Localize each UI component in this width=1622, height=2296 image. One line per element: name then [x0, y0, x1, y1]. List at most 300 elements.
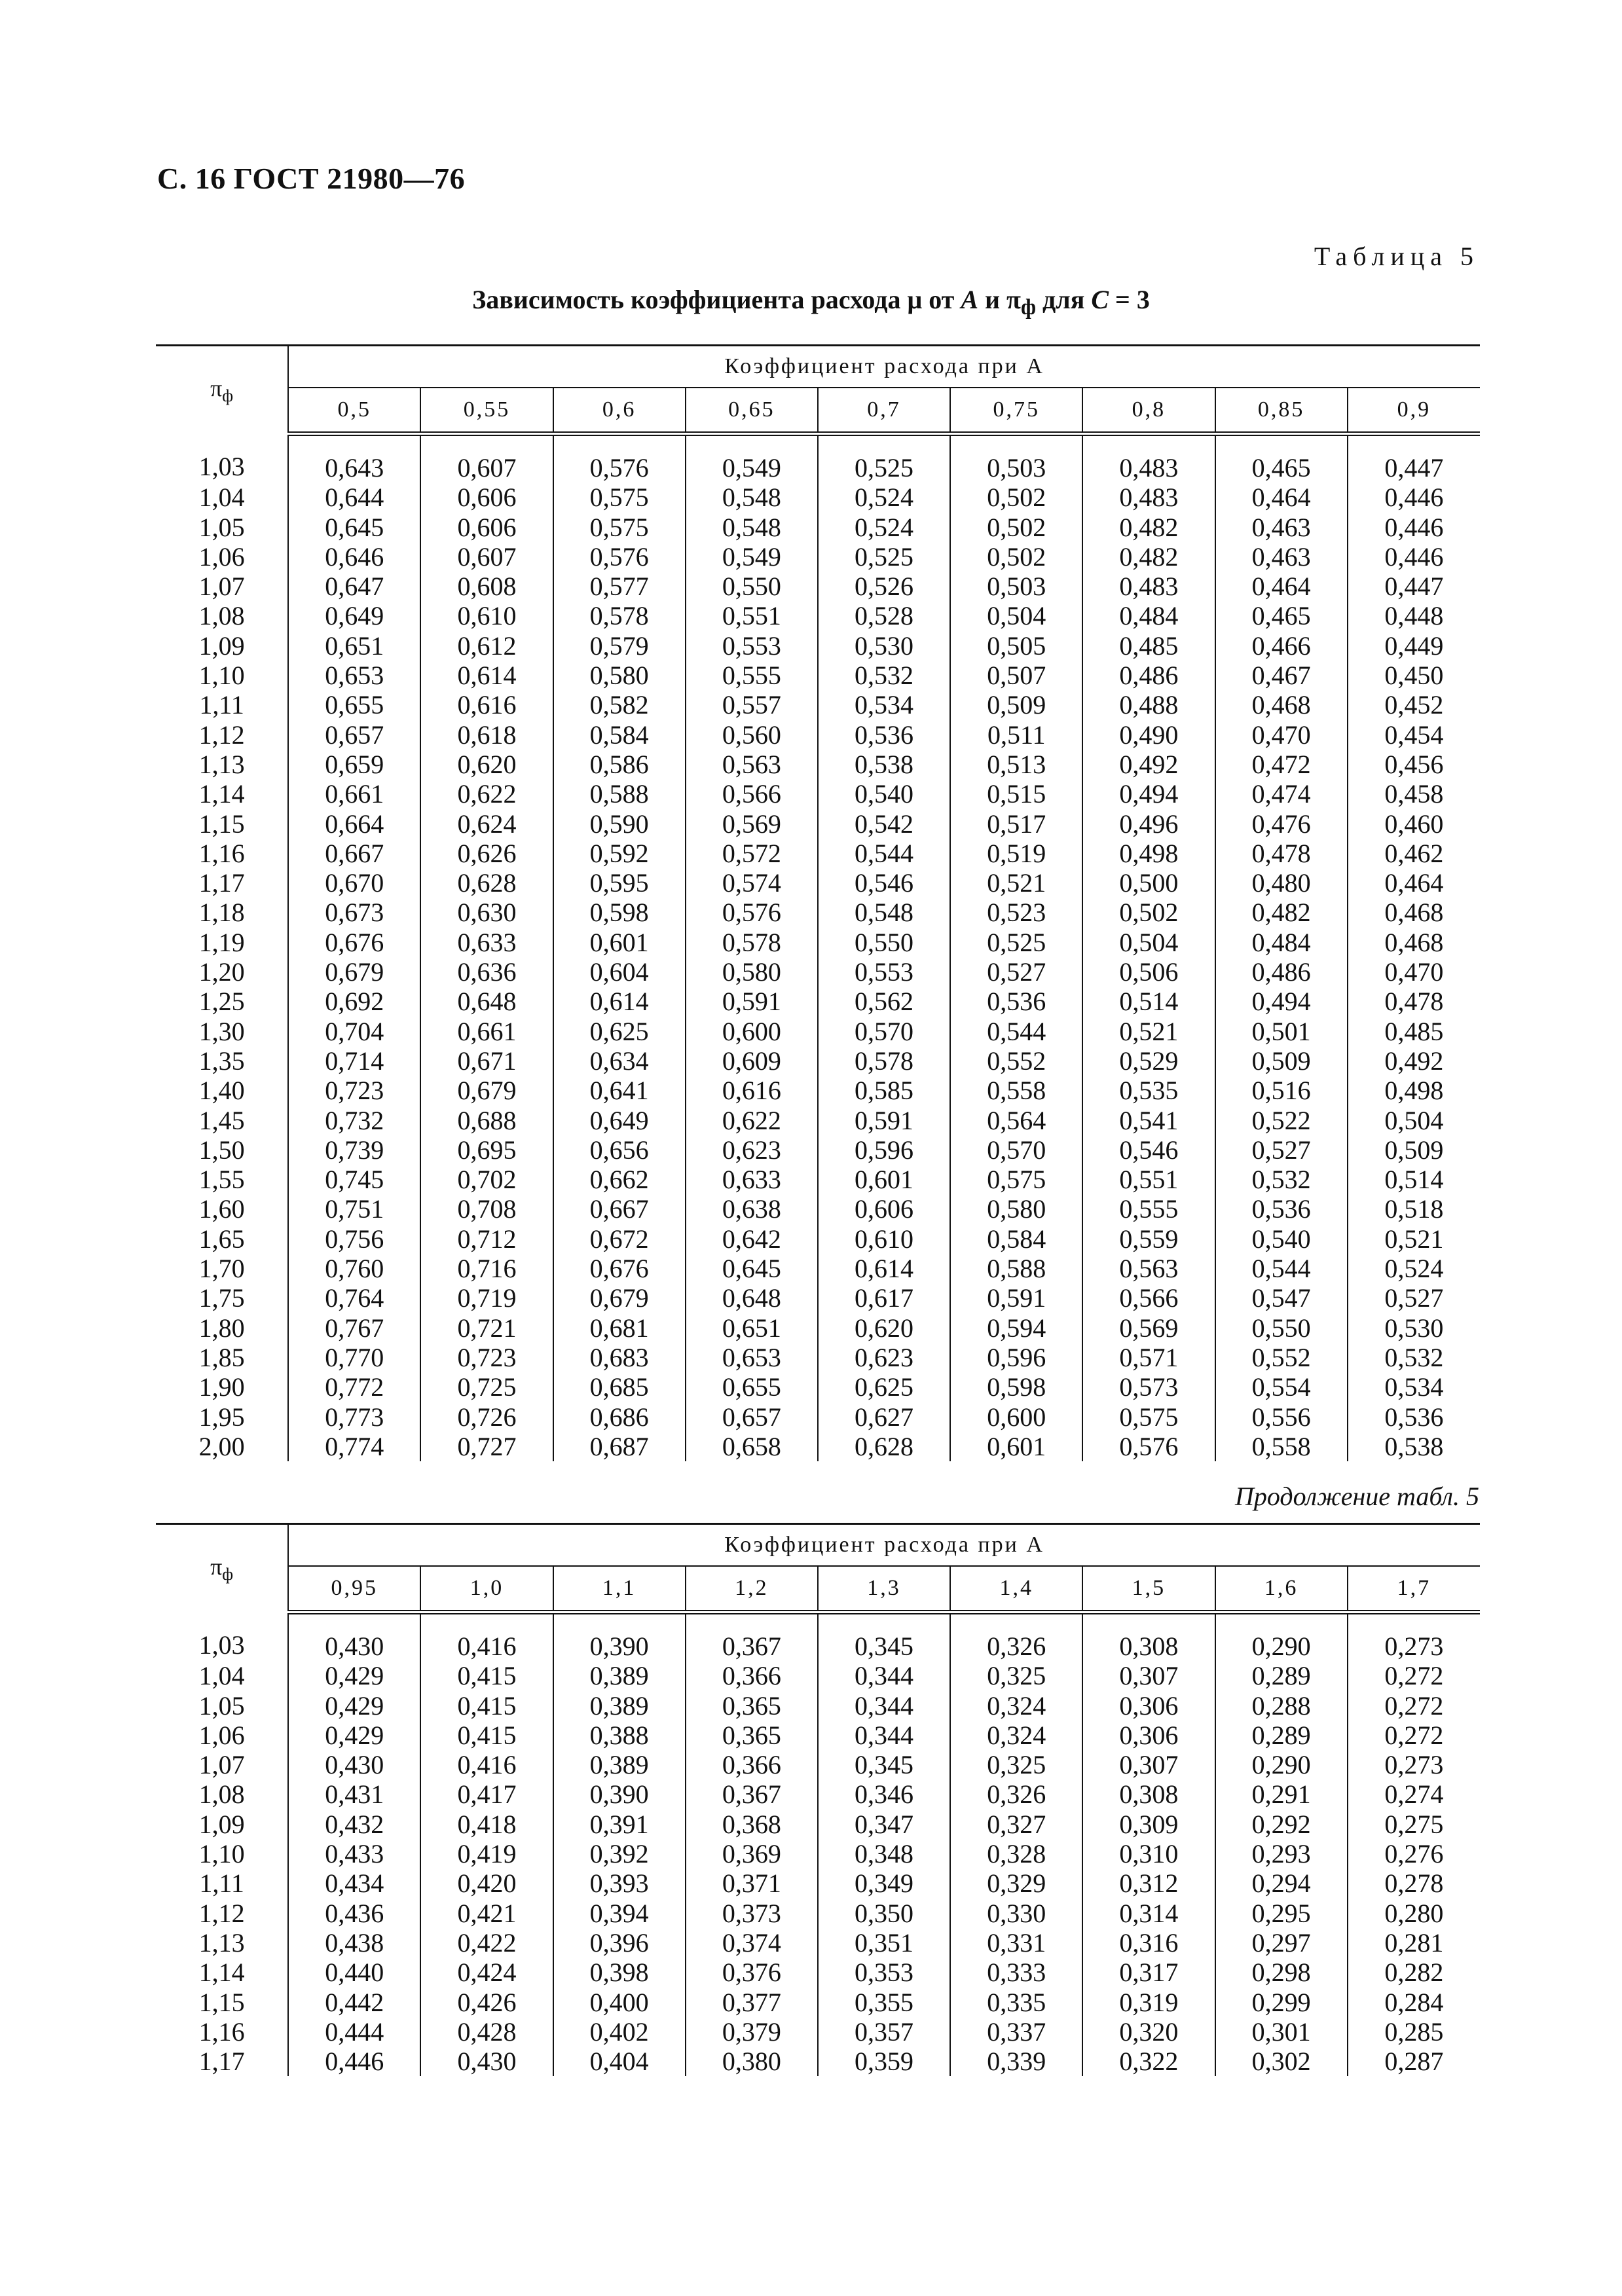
- coefficient-cell: 0,580: [950, 1194, 1082, 1224]
- coefficient-cell: 0,464: [1215, 483, 1348, 512]
- table-row: [156, 1721, 1480, 1750]
- coefficient-cell: 0,676: [288, 928, 420, 957]
- coefficient-cell: 0,525: [818, 434, 950, 483]
- coefficient-cell: 0,369: [686, 1839, 818, 1868]
- coefficient-cell: 0,551: [1082, 1165, 1215, 1194]
- coefficient-cell: 0,504: [1082, 928, 1215, 957]
- coefficient-cell: 0,556: [1215, 1402, 1348, 1432]
- coefficient-cell: 0,436: [288, 1899, 420, 1928]
- coefficient-cell: 0,373: [686, 1899, 818, 1928]
- coefficient-cell: 0,388: [553, 1721, 686, 1750]
- coefficient-cell: 0,287: [1348, 2047, 1480, 2076]
- coefficient-cell: 0,289: [1215, 1661, 1348, 1690]
- coefficient-cell: 0,732: [288, 1106, 420, 1135]
- coefficient-cell: 0,719: [420, 1283, 553, 1313]
- table-row: [156, 1839, 1480, 1868]
- coefficient-cell: 0,566: [686, 779, 818, 809]
- coefficient-cell: 0,648: [686, 1283, 818, 1313]
- coefficient-cell: 0,627: [818, 1402, 950, 1432]
- coefficient-cell: 0,503: [950, 434, 1082, 483]
- pi-value-cell: 1,04: [198, 1661, 245, 1691]
- coefficient-cell: 0,555: [686, 661, 818, 690]
- coefficient-cell: 0,502: [1082, 898, 1215, 927]
- coefficient-cell: 0,482: [1082, 542, 1215, 572]
- coefficient-cell: 0,498: [1082, 839, 1215, 868]
- coefficient-cell: 0,301: [1215, 2017, 1348, 2047]
- coefficient-cell: 0,628: [420, 868, 553, 898]
- coefficient-cell: 0,673: [288, 898, 420, 927]
- table-row: [156, 483, 1480, 512]
- table-row: [156, 1372, 1480, 1402]
- coefficient-cell: 0,359: [818, 2047, 950, 2076]
- pi-value-cell: 1,30: [198, 1016, 245, 1046]
- coefficient-cell: 0,569: [686, 809, 818, 839]
- title-var-c: С: [1091, 285, 1109, 314]
- coefficient-cell: 0,484: [1082, 601, 1215, 630]
- coefficient-cell: 0,662: [553, 1165, 686, 1194]
- table-row: [156, 1958, 1480, 1987]
- coefficient-cell: 0,482: [1215, 898, 1348, 927]
- coefficient-cell: 0,712: [420, 1224, 553, 1254]
- coefficient-cell: 0,326: [950, 1613, 1082, 1662]
- coefficient-cell: 0,421: [420, 1899, 553, 1928]
- coefficient-cell: 0,470: [1348, 957, 1480, 987]
- coefficient-cell: 0,540: [818, 779, 950, 809]
- coefficient-cell: 0,535: [1082, 1076, 1215, 1105]
- pi-value-cell: 1,35: [198, 1046, 245, 1076]
- coefficient-cell: 0,647: [288, 572, 420, 601]
- table-row: [156, 2017, 1480, 2047]
- coefficient-cell: 0,288: [1215, 1691, 1348, 1721]
- coefficient-cell: 0,464: [1348, 868, 1480, 898]
- pi-value-cell: 1,18: [198, 898, 245, 928]
- pi-value-cell: 2,00: [198, 1431, 245, 1461]
- pi-value-cell: 1,12: [198, 720, 245, 750]
- coefficient-cell: 0,671: [420, 1046, 553, 1076]
- coefficient-cell: 0,337: [950, 2017, 1082, 2047]
- pi-value-cell: 1,25: [198, 987, 245, 1017]
- table-row: [156, 1779, 1480, 1809]
- coefficient-cell: 0,517: [950, 809, 1082, 839]
- coefficient-cell: 0,502: [950, 483, 1082, 512]
- coefficient-cell: 0,452: [1348, 690, 1480, 720]
- a-value-header: 0,85: [1215, 388, 1348, 434]
- pi-value-cell: 1,19: [198, 927, 245, 957]
- coefficient-cell: 0,292: [1215, 1810, 1348, 1839]
- pi-value-cell: 1,05: [198, 1690, 245, 1721]
- coefficient-cell: 0,415: [420, 1661, 553, 1690]
- coefficient-cell: 0,503: [950, 572, 1082, 601]
- pi-value-cell: 1,70: [198, 1254, 245, 1284]
- coefficient-cell: 0,702: [420, 1165, 553, 1194]
- table-body: [156, 1613, 1480, 2077]
- coefficient-cell: 0,272: [1348, 1721, 1480, 1750]
- coefficient-cell: 0,366: [686, 1661, 818, 1690]
- coefficient-cell: 0,538: [1348, 1432, 1480, 1461]
- coefficient-cell: 0,760: [288, 1254, 420, 1283]
- coefficient-cell: 0,534: [818, 690, 950, 720]
- coefficient-cell: 0,446: [1348, 483, 1480, 512]
- coefficient-cell: 0,653: [686, 1343, 818, 1372]
- coefficient-cell: 0,536: [1215, 1194, 1348, 1224]
- coefficient-cell: 0,588: [553, 779, 686, 809]
- coefficient-cell: 0,723: [420, 1343, 553, 1372]
- pi-value-cell: 1,90: [198, 1372, 245, 1402]
- coefficient-cell: 0,756: [288, 1224, 420, 1254]
- pi-value-cell: 1,45: [198, 1105, 245, 1135]
- coefficient-cell: 0,645: [686, 1254, 818, 1283]
- coefficient-cell: 0,570: [950, 1135, 1082, 1165]
- coefficient-cell: 0,538: [818, 750, 950, 779]
- coefficient-cell: 0,306: [1082, 1721, 1215, 1750]
- coefficient-cell: 0,366: [686, 1750, 818, 1779]
- pi-subscript: ф: [222, 386, 234, 405]
- coefficient-cell: 0,553: [818, 957, 950, 987]
- a-value-header: 0,6: [553, 388, 686, 434]
- coefficient-cell: 0,657: [686, 1402, 818, 1432]
- coefficient-cell: 0,319: [1082, 1988, 1215, 2017]
- coefficient-cell: 0,483: [1082, 483, 1215, 512]
- coefficient-cell: 0,284: [1348, 1988, 1480, 2017]
- coefficient-cell: 0,346: [818, 1779, 950, 1809]
- coefficient-cell: 0,594: [950, 1313, 1082, 1343]
- coefficient-cell: 0,558: [950, 1076, 1082, 1105]
- coefficient-cell: 0,429: [288, 1721, 420, 1750]
- pi-value-cell: 1,07: [198, 1750, 245, 1780]
- coefficient-cell: 0,442: [288, 1988, 420, 2017]
- coefficient-cell: 0,307: [1082, 1750, 1215, 1779]
- pi-value-cell: 1,08: [198, 601, 245, 631]
- coefficient-cell: 0,325: [950, 1661, 1082, 1690]
- coefficient-cell: 0,482: [1082, 513, 1215, 542]
- coefficient-cell: 0,324: [950, 1721, 1082, 1750]
- coefficient-cell: 0,447: [1348, 572, 1480, 601]
- coefficient-cell: 0,357: [818, 2017, 950, 2047]
- coefficient-cell: 0,576: [553, 434, 686, 483]
- coefficient-cell: 0,546: [1082, 1135, 1215, 1165]
- pi-value-cell: 1,60: [198, 1194, 245, 1224]
- coefficient-cell: 0,432: [288, 1810, 420, 1839]
- coefficient-cell: 0,584: [950, 1224, 1082, 1254]
- coefficient-cell: 0,661: [420, 1017, 553, 1046]
- coefficient-cell: 0,767: [288, 1313, 420, 1343]
- table-row: [156, 1046, 1480, 1076]
- title-sub: ф: [1020, 295, 1037, 319]
- coefficient-cell: 0,550: [1215, 1313, 1348, 1343]
- coefficient-cell: 0,379: [686, 2017, 818, 2047]
- a-value-header: 0,75: [950, 388, 1082, 434]
- coefficient-cell: 0,576: [553, 542, 686, 572]
- coefficient-cell: 0,468: [1348, 898, 1480, 927]
- coefficient-cell: 0,348: [818, 1839, 950, 1868]
- coefficient-cell: 0,316: [1082, 1928, 1215, 1958]
- coefficient-cell: 0,417: [420, 1779, 553, 1809]
- coefficient-cell: 0,419: [420, 1839, 553, 1868]
- coefficient-cell: 0,634: [553, 1046, 686, 1076]
- coefficient-cell: 0,485: [1082, 631, 1215, 661]
- table-row: [156, 868, 1480, 898]
- coefficient-cell: 0,331: [950, 1928, 1082, 1958]
- coefficient-cell: 0,574: [686, 868, 818, 898]
- coefficient-cell: 0,522: [1215, 1106, 1348, 1135]
- coefficient-cell: 0,596: [818, 1135, 950, 1165]
- coefficient-cell: 0,685: [553, 1372, 686, 1402]
- coefficient-cell: 0,600: [950, 1402, 1082, 1432]
- coefficient-cell: 0,636: [420, 957, 553, 987]
- pi-value-cell: 1,03: [198, 452, 245, 482]
- coefficient-cell: 0,297: [1215, 1928, 1348, 1958]
- coefficient-cell: 0,290: [1215, 1613, 1348, 1662]
- coefficient-cell: 0,655: [288, 690, 420, 720]
- coefficient-cell: 0,509: [1215, 1046, 1348, 1076]
- coefficient-cell: 0,661: [288, 779, 420, 809]
- coefficient-cell: 0,571: [1082, 1343, 1215, 1372]
- coefficient-cell: 0,529: [1082, 1046, 1215, 1076]
- coefficient-cell: 0,601: [553, 928, 686, 957]
- coefficient-cell: 0,577: [553, 572, 686, 601]
- coefficient-cell: 0,620: [420, 750, 553, 779]
- flow-coefficient-table-2: [156, 1523, 1480, 2076]
- coefficient-cell: 0,494: [1215, 987, 1348, 1016]
- table-row: [156, 1283, 1480, 1313]
- table-row: [156, 1135, 1480, 1165]
- coefficient-cell: 0,484: [1215, 928, 1348, 957]
- coefficient-cell: 0,285: [1348, 2017, 1480, 2047]
- coefficient-cell: 0,330: [950, 1899, 1082, 1928]
- coefficient-cell: 0,550: [686, 572, 818, 601]
- coefficient-cell: 0,368: [686, 1810, 818, 1839]
- coefficient-cell: 0,578: [818, 1046, 950, 1076]
- coefficient-cell: 0,646: [288, 542, 420, 572]
- coefficient-cell: 0,686: [553, 1402, 686, 1432]
- coefficient-cell: 0,325: [950, 1750, 1082, 1779]
- coefficient-cell: 0,454: [1348, 720, 1480, 750]
- coefficient-cell: 0,676: [553, 1254, 686, 1283]
- coefficient-cell: 0,622: [420, 779, 553, 809]
- page-header: С. 16 ГОСТ 21980—76: [157, 162, 466, 195]
- coefficient-cell: 0,524: [1348, 1254, 1480, 1283]
- coefficient-cell: 0,585: [818, 1076, 950, 1105]
- coefficient-cell: 0,586: [553, 750, 686, 779]
- pi-value-cell: 1,15: [198, 809, 245, 839]
- group-header: Коэффициент расхода при А: [288, 1524, 1480, 1567]
- coefficient-cell: 0,344: [818, 1721, 950, 1750]
- coefficient-cell: 0,579: [553, 631, 686, 661]
- pi-column-header: [156, 1524, 288, 1613]
- coefficient-cell: 0,468: [1348, 928, 1480, 957]
- a-value-header: 0,8: [1082, 388, 1215, 434]
- coefficient-cell: 0,371: [686, 1868, 818, 1898]
- coefficient-cell: 0,672: [553, 1224, 686, 1254]
- coefficient-cell: 0,573: [1082, 1372, 1215, 1402]
- coefficient-cell: 0,683: [553, 1343, 686, 1372]
- coefficient-cell: 0,536: [1348, 1402, 1480, 1432]
- a-value-header: 1,5: [1082, 1566, 1215, 1613]
- coefficient-cell: 0,617: [818, 1283, 950, 1313]
- coefficient-cell: 0,727: [420, 1432, 553, 1461]
- a-value-header: 0,65: [686, 388, 818, 434]
- a-value-header: 1,2: [686, 1566, 818, 1613]
- coefficient-cell: 0,515: [950, 779, 1082, 809]
- coefficient-cell: 0,679: [288, 957, 420, 987]
- coefficient-cell: 0,374: [686, 1928, 818, 1958]
- coefficient-cell: 0,349: [818, 1868, 950, 1898]
- coefficient-cell: 0,739: [288, 1135, 420, 1165]
- coefficient-cell: 0,480: [1215, 868, 1348, 898]
- coefficient-cell: 0,293: [1215, 1839, 1348, 1868]
- coefficient-cell: 0,644: [288, 483, 420, 512]
- coefficient-cell: 0,679: [420, 1076, 553, 1105]
- coefficient-cell: 0,314: [1082, 1899, 1215, 1928]
- pi-value-cell: 1,10: [198, 1839, 245, 1869]
- coefficient-cell: 0,400: [553, 1988, 686, 2017]
- coefficient-cell: 0,532: [1348, 1343, 1480, 1372]
- coefficient-cell: 0,280: [1348, 1899, 1480, 1928]
- coefficient-cell: 0,751: [288, 1194, 420, 1224]
- a-value-header: 1,7: [1348, 1566, 1480, 1613]
- coefficient-cell: 0,449: [1348, 631, 1480, 661]
- coefficient-cell: 0,307: [1082, 1661, 1215, 1690]
- continuation-label: Продолжение табл. 5: [1234, 1482, 1479, 1511]
- coefficient-cell: 0,633: [686, 1165, 818, 1194]
- coefficient-cell: 0,578: [553, 601, 686, 630]
- coefficient-cell: 0,521: [1082, 1017, 1215, 1046]
- coefficient-cell: 0,460: [1348, 809, 1480, 839]
- coefficient-cell: 0,714: [288, 1046, 420, 1076]
- coefficient-cell: 0,416: [420, 1750, 553, 1779]
- coefficient-cell: 0,630: [420, 898, 553, 927]
- table-row: [156, 661, 1480, 690]
- coefficient-cell: 0,525: [950, 928, 1082, 957]
- coefficient-cell: 0,569: [1082, 1313, 1215, 1343]
- coefficient-cell: 0,708: [420, 1194, 553, 1224]
- pi-value-cell: 1,06: [198, 541, 245, 572]
- coefficient-cell: 0,394: [553, 1899, 686, 1928]
- coefficient-cell: 0,521: [1348, 1224, 1480, 1254]
- coefficient-cell: 0,772: [288, 1372, 420, 1402]
- coefficient-cell: 0,396: [553, 1928, 686, 1958]
- pi-value-cell: 1,20: [198, 957, 245, 987]
- pi-value-cell: 1,55: [198, 1165, 245, 1195]
- coefficient-cell: 0,418: [420, 1810, 553, 1839]
- coefficient-cell: 0,333: [950, 1958, 1082, 1987]
- coefficient-cell: 0,291: [1215, 1779, 1348, 1809]
- coefficient-cell: 0,557: [686, 690, 818, 720]
- coefficient-cell: 0,486: [1082, 661, 1215, 690]
- coefficient-cell: 0,667: [553, 1194, 686, 1224]
- pi-value-cell: 1,65: [198, 1224, 245, 1254]
- coefficient-cell: 0,392: [553, 1839, 686, 1868]
- coefficient-cell: 0,527: [1215, 1135, 1348, 1165]
- pi-symbol: π: [210, 1553, 223, 1580]
- table-row: [156, 542, 1480, 572]
- coefficient-cell: 0,692: [288, 987, 420, 1016]
- coefficient-cell: 0,604: [553, 957, 686, 987]
- coefficient-cell: 0,541: [1082, 1106, 1215, 1135]
- coefficient-cell: 0,282: [1348, 1958, 1480, 1987]
- table-title: [0, 284, 1622, 320]
- pi-value-cell: 1,40: [198, 1076, 245, 1106]
- coefficient-cell: 0,584: [553, 720, 686, 750]
- pi-value-cell: 1,04: [198, 483, 245, 513]
- coefficient-cell: 0,623: [818, 1343, 950, 1372]
- coefficient-cell: 0,467: [1215, 661, 1348, 690]
- table-body: [156, 434, 1480, 1462]
- coefficient-cell: 0,552: [1215, 1343, 1348, 1372]
- coefficient-cell: 0,580: [686, 957, 818, 987]
- coefficient-cell: 0,416: [420, 1613, 553, 1662]
- coefficient-cell: 0,498: [1348, 1076, 1480, 1105]
- coefficient-cell: 0,549: [686, 434, 818, 483]
- title-prefix: Зависимость коэффициента расхода μ от: [472, 285, 961, 314]
- coefficient-cell: 0,679: [553, 1283, 686, 1313]
- coefficient-cell: 0,463: [1215, 513, 1348, 542]
- coefficient-cell: 0,526: [818, 572, 950, 601]
- coefficient-cell: 0,507: [950, 661, 1082, 690]
- coefficient-cell: 0,492: [1082, 750, 1215, 779]
- coefficient-cell: 0,548: [686, 513, 818, 542]
- coefficient-cell: 0,390: [553, 1779, 686, 1809]
- coefficient-cell: 0,651: [686, 1313, 818, 1343]
- coefficient-cell: 0,580: [553, 661, 686, 690]
- coefficient-cell: 0,505: [950, 631, 1082, 661]
- coefficient-cell: 0,402: [553, 2017, 686, 2047]
- coefficient-cell: 0,446: [1348, 542, 1480, 572]
- a-value-header: 1,0: [420, 1566, 553, 1613]
- coefficient-cell: 0,591: [686, 987, 818, 1016]
- pi-value-cell: 1,06: [198, 1720, 245, 1750]
- table-row: [156, 1810, 1480, 1839]
- coefficient-cell: 0,447: [1348, 434, 1480, 483]
- coefficient-cell: 0,470: [1215, 720, 1348, 750]
- a-value-header: 0,95: [288, 1566, 420, 1613]
- pi-subscript: ф: [222, 1564, 234, 1584]
- coefficient-cell: 0,502: [950, 542, 1082, 572]
- coefficient-cell: 0,317: [1082, 1958, 1215, 1987]
- group-header: Коэффициент расхода при А: [288, 346, 1480, 388]
- coefficient-cell: 0,320: [1082, 2017, 1215, 2047]
- coefficient-cell: 0,281: [1348, 1928, 1480, 1958]
- coefficient-cell: 0,276: [1348, 1839, 1480, 1868]
- coefficient-cell: 0,548: [818, 898, 950, 927]
- pi-symbol: π: [210, 374, 223, 401]
- coefficient-cell: 0,518: [1348, 1194, 1480, 1224]
- coefficient-cell: 0,552: [950, 1046, 1082, 1076]
- coefficient-cell: 0,622: [686, 1106, 818, 1135]
- coefficient-cell: 0,306: [1082, 1691, 1215, 1721]
- pi-value-cell: 1,75: [198, 1283, 245, 1313]
- coefficient-cell: 0,431: [288, 1779, 420, 1809]
- coefficient-cell: 0,575: [950, 1165, 1082, 1194]
- coefficient-cell: 0,530: [818, 631, 950, 661]
- coefficient-cell: 0,591: [818, 1106, 950, 1135]
- pi-value-cell: 1,14: [198, 779, 245, 809]
- coefficient-cell: 0,600: [686, 1017, 818, 1046]
- coefficient-cell: 0,289: [1215, 1721, 1348, 1750]
- coefficient-cell: 0,428: [420, 2017, 553, 2047]
- coefficient-cell: 0,616: [686, 1076, 818, 1105]
- coefficient-cell: 0,458: [1348, 779, 1480, 809]
- pi-value-cell: 1,07: [198, 572, 245, 602]
- table-row: [156, 1017, 1480, 1046]
- coefficient-cell: 0,554: [1215, 1372, 1348, 1402]
- pi-value-cell: 1,16: [198, 2016, 245, 2047]
- table-row: [156, 750, 1480, 779]
- title-var-a: А: [961, 285, 978, 314]
- coefficient-cell: 0,420: [420, 1868, 553, 1898]
- coefficient-cell: 0,380: [686, 2047, 818, 2076]
- coefficient-cell: 0,601: [950, 1432, 1082, 1461]
